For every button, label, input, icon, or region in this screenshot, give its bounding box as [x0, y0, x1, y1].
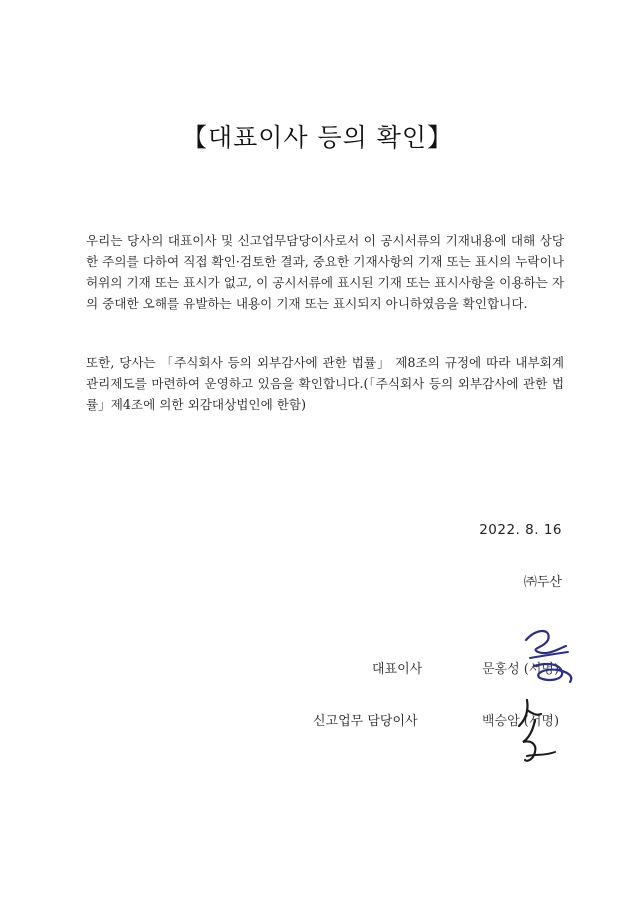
page-title: 【대표이사 등의 확인】 — [181, 123, 454, 152]
ceo-name: 문홍성 (서명) — [482, 662, 560, 677]
ceo-role-label: 대표이사 — [372, 662, 423, 677]
company-name: ㈜두산 — [523, 575, 562, 590]
ceo-signature-icon — [508, 618, 588, 698]
reporting-officer-name: 백승암 (서명) — [482, 714, 560, 729]
confirmation-paragraph: 우리는 당사의 대표이사 및 신고업무담당이사로서 이 공시서류의 기재내용에 대해 상당한 주의를 다하여 직접 확인·검토한 결과, 중요한 기재사항의 기재 또는 표시의 누락이나 허위의 기재 또는 표시가 없고, 이 공시서류에 표시된 기재 또는 표시사항을 이용하는 자의 중대한 오해를 유발하는 내용이 기재 또는 표시되지 아니하였음을 확인합니다. — [86, 233, 564, 311]
reporting-officer-role-label: 신고업무 담당이사 — [313, 714, 418, 729]
reporting-officer-signature-icon — [505, 690, 565, 768]
document-date: 2022. 8. 16 — [479, 522, 562, 538]
internal-control-paragraph: 또한, 당사는 「주식회사 등의 외부감사에 관한 법률」 제8조의 규정에 따라 내부회계관리제도를 마련하여 운영하고 있음을 확인합니다.(「주식회사 등의 외부감사에 관한 법률」제4조에 의한 외감대상법인에 한함) — [86, 355, 564, 412]
